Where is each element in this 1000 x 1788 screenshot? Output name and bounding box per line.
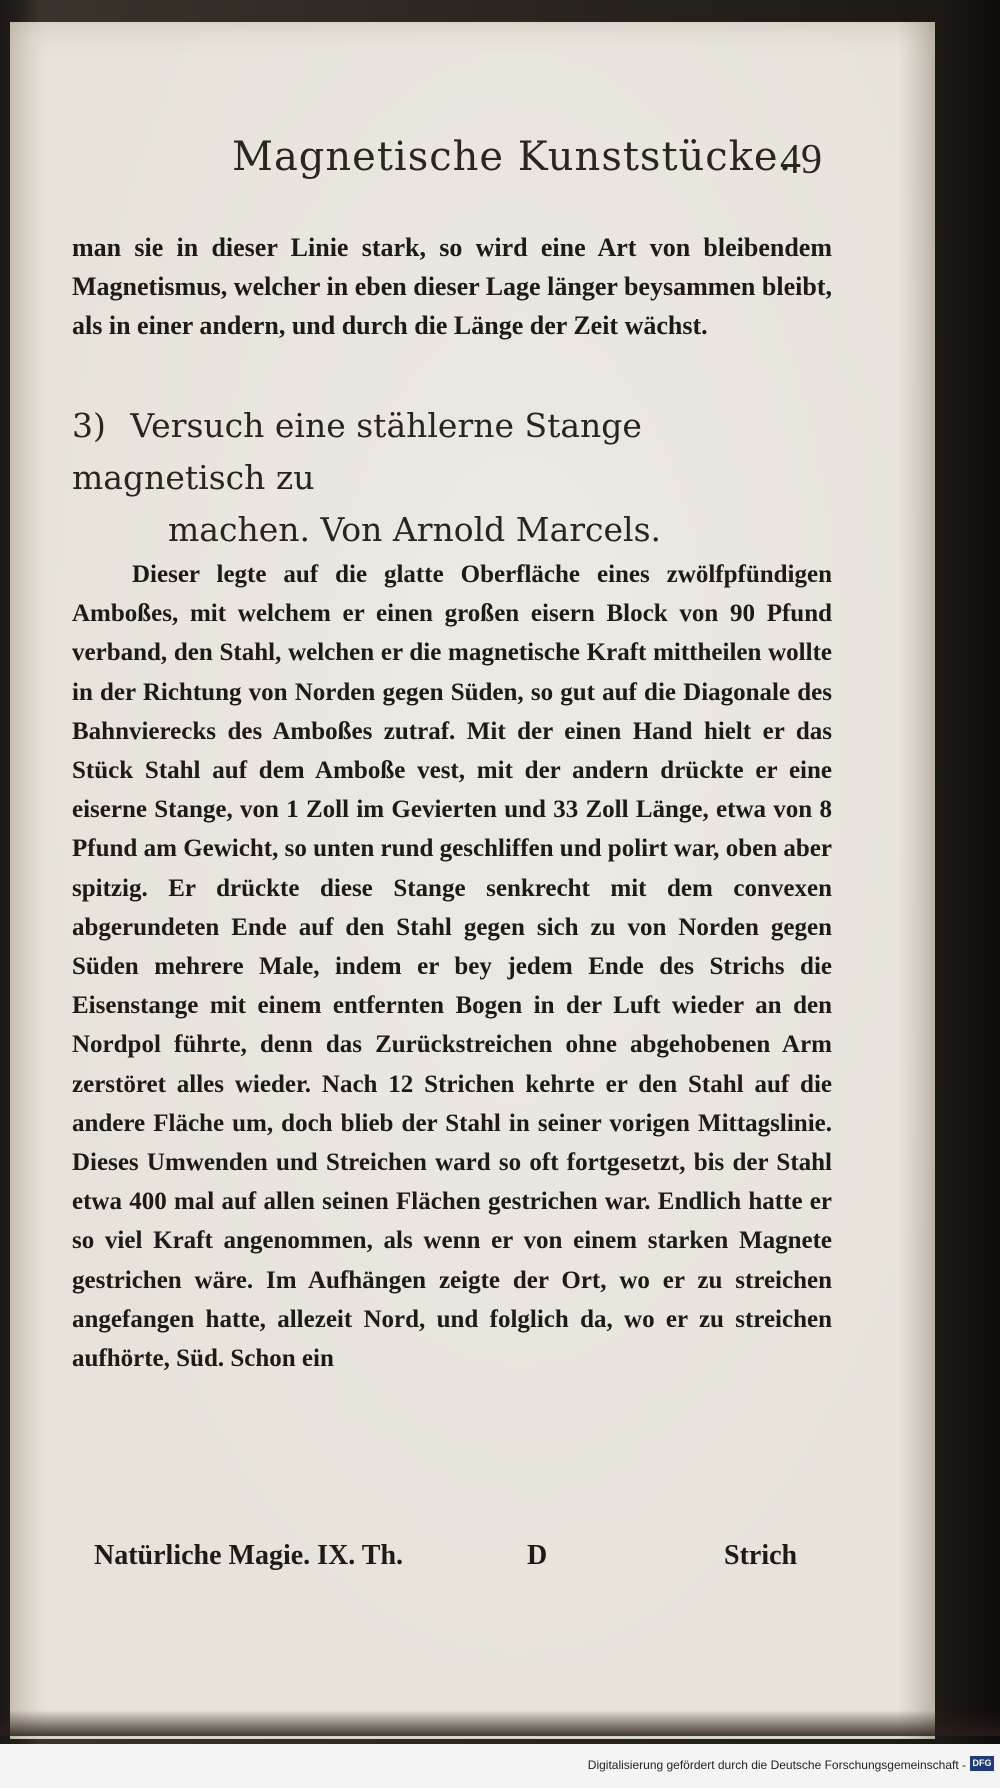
page-footer (72, 1540, 832, 1584)
paragraph-body: Dieser legte auf die glatte Oberfläche eines zwölfpfündigen Amboßes, mit welchem er einen großen eisern Block von 90 Pfund verband, den Stahl, welchen er die magnetische Kraft mittheilen wollte in der Richtung von Norden gegen Süden, so gut auf die Diagonale des Bahnvierecks des Amboßes zutraf. Mit der einen Hand hielt er das Stück Stahl auf dem Amboße vest, mit der andern drückte er eine eiserne Stange, von 1 Zoll im Gevierten und 33 Zoll Länge, etwa von 8 Pfund am Gewicht, so unten rund geschliffen und polirt war, oben aber spitzig. Er drückte diese Stange senkrecht mit dem convexen abgerundeten Ende auf den Stahl gegen sich zu von Norden gegen Süden mehrere Male, indem er bey jedem Ende des Strichs die Eisenstange mit einem entfernten Bogen in der Luft wieder an den Nordpol führte, denn das Zurückstreichen ohne abgehobenen Arm zerstöret alles wieder. Nach 12 Strichen kehrte er den Stahl auf die andere Fläche um, doch blieb der Stahl in seiner vorigen Mittagslinie. Dieses Umwenden und Streichen ward so oft fortgesetzt, bis der Stahl etwa 400 mal auf allen seinen Flächen gestrichen war. Endlich hatte er so viel Kraft angenommen, als wenn er von einem starken Magnete gestrichen wäre. Im Aufhängen zeigte der Ort, wo er zu streichen angefangen hatte, allezeit Nord, und folglich da, wo er zu streichen aufhörte, Süd. Schon ein (72, 561, 832, 1373)
section-title-line1: Versuch eine stählerne Stange magnetisch zu (72, 406, 642, 497)
section-number: 3) (72, 406, 106, 445)
section-heading (72, 400, 832, 556)
running-head (10, 134, 935, 194)
dfg-logo-icon: DFG (970, 1756, 994, 1771)
paragraph-continuation: man sie in dieser Linie stark, so wird eine Art von bleibendem Magnetismus, welcher in eben dieser Lage länger beysammen bleibt, als in einer andern, und durch die Länge der Zeit wächst. (72, 233, 832, 340)
page-number: 49 (780, 137, 822, 183)
catchword: Strich (724, 1540, 798, 1571)
funding-credit: Digitalisierung gefördert durch die Deutsche Forschungsgemeinschaft - (587, 1758, 966, 1772)
section-title-line2: machen. Von Arnold Marcels. (168, 510, 662, 549)
book-signature: Natürliche Magie. IX. Th. (94, 1540, 404, 1571)
signature-mark: D (527, 1540, 548, 1571)
digitization-bar (0, 1744, 1000, 1788)
running-title: Magnetische Kunststücke. (232, 134, 793, 180)
page-edge-shadow (0, 1710, 1000, 1736)
book-page (10, 22, 935, 1739)
